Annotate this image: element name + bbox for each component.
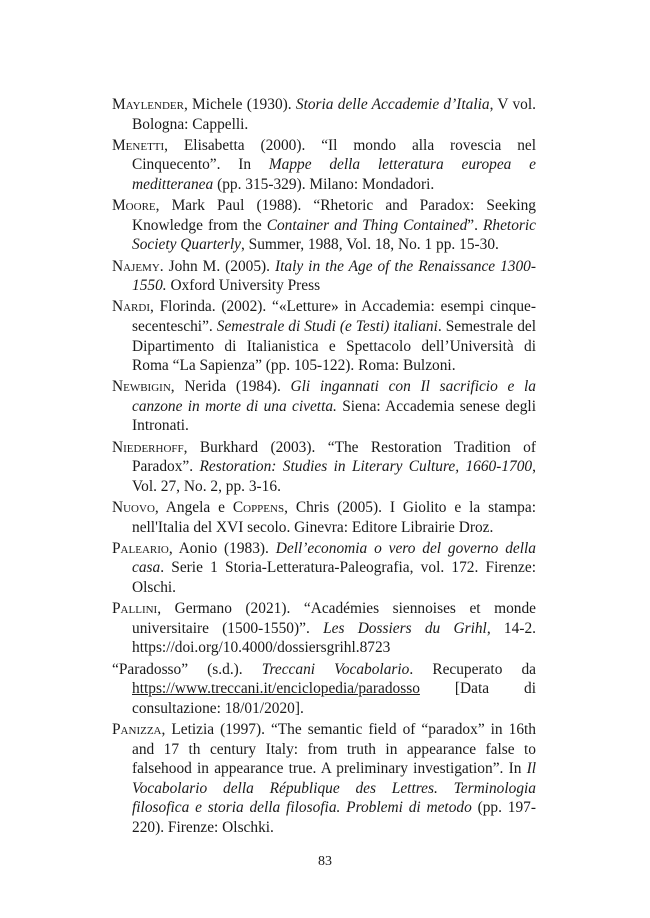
work-title: Restoration: Studies in Literary Culture, 1660-1700: [199, 458, 533, 476]
author-surname: Paleario: [112, 539, 169, 557]
entry-text: . John M. (2005).: [159, 257, 275, 275]
bibliography-entry: [112, 438, 536, 497]
entry-text: , Burkhard (2003). “The Restoration Tradition of Paradox”.: [132, 438, 536, 476]
entry-text: , Aonio (1983).: [168, 539, 276, 557]
entry-text: , Angela e: [154, 499, 233, 517]
entry-text: , Mark Paul (1988). “Rhetoric and Paradox: Seeking Knowledge from the: [132, 197, 536, 234]
work-title: Les Dossiers du Grihl: [323, 619, 487, 637]
work-title: Semestrale di Studi (e Testi) italiani: [216, 317, 438, 335]
author-surname: Nardi: [112, 298, 151, 316]
entry-text: , Summer, 1988, Vol. 18, No. 1 pp. 15-30.: [240, 236, 499, 254]
work-title: Italy in the Age of the Renaissance 1300-1550.: [132, 257, 536, 295]
author-surname: Coppens: [232, 499, 285, 517]
entry-text: , Florinda. (2002). “«Letture» in Accademia: esempi cinque-secenteschi”.: [132, 298, 536, 335]
entry-text: . Recuperato da: [409, 660, 537, 678]
entry-text: (pp. 315-329). Milano: Mondadori.: [213, 175, 435, 193]
bibliography-entry: [112, 377, 536, 436]
page-number: 83: [318, 854, 332, 869]
work-title: Container and Thing Contained: [266, 216, 468, 234]
entry-text: , Vol. 27, No. 2, pp. 3-16.: [132, 458, 536, 495]
bibliography-entry: [112, 498, 536, 537]
author-surname: Niederhoff: [112, 438, 184, 456]
bibliography-entry: [112, 257, 536, 296]
bibliography-entry: [112, 599, 536, 658]
work-title: Gli ingannati con Il sacrificio e la canzone in morte di una civetta.: [132, 378, 536, 415]
bibliography-entry: [112, 720, 536, 838]
entry-text: Oxford University Press: [166, 277, 321, 295]
entry-text: ”.: [467, 216, 483, 234]
entry-text: . Semestrale del Dipartimento di Italianistica e Spettacolo dell’Università di Roma “La Sapienza” (pp. 105-122). Roma: Bulzoni.: [132, 317, 536, 375]
work-title: Dell’economia o vero del governo della casa: [132, 539, 536, 577]
bibliography-entry: [112, 136, 536, 195]
author-surname: Panizza: [112, 720, 162, 738]
bibliography-entry: [112, 95, 536, 134]
entry-text: “Paradosso” (s.d.).: [112, 660, 262, 678]
work-title: Il Vocabolario della République des Lettres. Terminologia filosofica e storia della filosofia. Problemi di metodo: [132, 760, 536, 817]
work-title: Mappe della letteratura europea e meditteranea: [132, 156, 536, 193]
author-surname: Maylender: [112, 96, 184, 113]
author-surname: Najemy: [112, 257, 160, 275]
author-surname: Moore: [112, 197, 156, 215]
author-surname: Menetti: [112, 136, 165, 154]
entry-text: , Michele (1930).: [183, 96, 296, 113]
author-surname: Pallini: [112, 600, 158, 618]
bibliography-entry: [112, 539, 536, 598]
entry-text: [Data di consultazione: 18/01/2020].: [132, 680, 536, 717]
entry-text: , Elisabetta (2000). “Il mondo alla rovescia nel Cinquecento”. In: [132, 136, 536, 174]
work-title: Storia delle Accademie d’Italia: [295, 96, 490, 113]
work-title: Rhetoric Society Quarterly: [132, 216, 536, 254]
entry-text: . Serie 1 Storia-Letteratura-Paleografia, vol. 172. Firenze: Olschi.: [132, 559, 536, 596]
entry-text: (pp. 197-220). Firenze: Olschki.: [132, 799, 536, 836]
work-title: Treccani Vocabolario: [261, 660, 410, 678]
reference-link[interactable]: https://www.treccani.it/enciclopedia/paradosso: [132, 680, 420, 698]
author-surname: Nuovo: [112, 499, 155, 517]
entry-text: , Nerida (1984).: [170, 378, 291, 396]
bibliography-entry: [112, 196, 536, 255]
entry-text: , V vol. Bologna: Cappelli.: [132, 96, 536, 133]
entry-text: , Chris (2005). I Giolito e la stampa: nell'Italia del XVI secolo. Ginevra: Editore Librairie Droz.: [132, 499, 536, 536]
entry-text: Siena: Accademia senese degli Intronati.: [132, 397, 536, 435]
bibliography-page: [112, 95, 536, 839]
entry-text: , Letizia (1997). “The semantic field of “paradox” in 16th and 17 th century Italy: from truth in appearance false to falsehood in appearance true. A preliminary investigation”. In: [132, 720, 536, 778]
bibliography-list: [112, 95, 536, 838]
entry-text: , 14-2. https://doi.org/10.4000/dossiersgrihl.8723: [132, 619, 536, 657]
bibliography-entry: [112, 297, 536, 375]
author-surname: Newbigin: [112, 378, 171, 396]
bibliography-entry: [112, 660, 536, 719]
entry-text: , Germano (2021). “Académies siennoises et monde universitaire (1500-1550)”.: [132, 600, 536, 637]
